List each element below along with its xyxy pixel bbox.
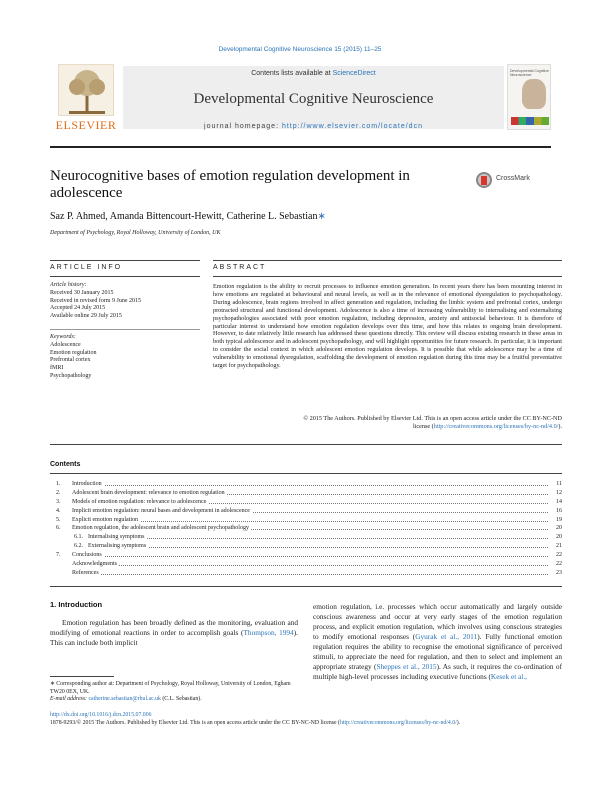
toc-title[interactable]: Introduction [72,481,102,487]
toc-title[interactable]: Externalising symptoms [88,543,147,550]
keywords-rule [50,329,200,330]
affiliation: Department of Psychology, Royal Holloway, University of London, UK [50,230,221,236]
keyword: Adolescence [50,341,81,348]
toc-leader-dots [72,521,548,522]
toc-page: 20 [556,525,562,532]
cover-logos-strip [511,117,549,125]
abstract-rule [213,276,562,277]
email-label: E-mail address: [50,696,89,703]
intro-text: emotion regulation, i.e. processes which occur automatically and largely outside conscious awareness and occur at very early stages of the emotion regulation process, and explicit emotion regulation, which involves using conscious strategies to modify emotional responses ( [313,602,562,641]
toc-number: 7. [56,552,61,559]
email-link[interactable]: catherine.sebastian@rhul.ac.uk [88,696,161,703]
introduction-heading: 1. Introduction [50,600,103,609]
elsevier-logo [50,64,122,130]
toc-title[interactable]: Implicit emotion regulation: neural bases and development in adolescence [72,507,250,514]
keywords [50,334,200,381]
elsevier-tree-icon [58,64,114,116]
toc-leader-dots [88,547,548,548]
toc-entry[interactable] [50,533,562,542]
license-suffix: ). [456,719,461,726]
article-info-rule [50,276,200,277]
article-info-label: ARTICLE INFO [50,264,123,271]
homepage-link[interactable]: http://www.elsevier.com/locate/dcn [281,123,423,130]
abstract-rule-top [213,260,562,261]
toc-page: 11 [556,481,562,487]
toc-page: 19 [556,516,562,523]
journal-homepage-line [123,123,504,130]
toc-title[interactable]: Emotion regulation, the adolescent brain and adolescent psychopathology [72,525,249,532]
history-item: Received in revised form 9 June 2015 [50,297,141,304]
table-of-contents [50,480,562,578]
toc-title[interactable]: Models of emotion regulation: relevance to adolescence [72,498,207,505]
license-line [50,720,562,728]
history-item: Received 30 January 2015 [50,289,114,296]
toc-title[interactable]: Acknowledgments [72,561,117,568]
abstract-bottom-rule [50,444,562,445]
toc-entry[interactable] [50,542,562,551]
journal-citation[interactable]: Developmental Cognitive Neuroscience 15 (2015) 11–25 [218,46,382,53]
toc-page: 21 [556,543,562,550]
toc-title[interactable]: References [72,569,99,576]
license-text: 1878-9293/© 2015 The Authors. Published by Elsevier Ltd. This is an open access article under the CC BY-NC-ND license ( [50,719,340,726]
license-link[interactable]: http://creativecommons.org/licenses/by-nc-nd/4.0/ [339,719,457,726]
toc-leader-dots [72,565,548,566]
email-line [50,696,298,704]
toc-number: 3. [56,498,61,505]
toc-page: 12 [556,489,562,496]
contents-bottom-rule [50,586,562,587]
introduction-right-column [313,602,562,682]
corresponding-author-note: ∗ Corresponding author at: Department of Psychology, Royal Holloway, University of London, Egham TW20 0EX, UK. [50,681,291,695]
email-suffix: (C.L. Sebastian). [160,696,202,703]
toc-page: 23 [556,569,562,576]
toc-number: 5. [56,516,61,523]
keyword: Psychopathology [50,372,92,379]
publisher-wordmark: ELSEVIER [55,118,117,132]
crossmark-badge[interactable] [476,172,556,190]
intro-text: ). This can include both implicit [50,628,298,647]
toc-entry[interactable] [50,569,562,578]
toc-number: 4. [56,507,61,514]
citation-link[interactable]: Sheppes et al., 2015 [376,662,437,671]
article-title: Neurocognitive bases of emotion regulation development in adolescence [50,168,410,201]
doi-block [50,712,562,727]
toc-number: 6. [56,525,61,532]
toc-entry[interactable] [50,524,562,533]
journal-title: Developmental Cognitive Neuroscience [193,91,434,107]
license-suffix: ). [558,422,562,430]
copyright-line: © 2015 The Authors. Published by Elsevier Ltd. This is an open access article under the CC BY-NC-ND [303,415,562,422]
abstract-label: ABSTRACT [213,264,267,271]
license-link[interactable]: http://creativecommons.org/licenses/by-nc-nd/4.0/ [433,422,559,430]
license-prefix: license ( [412,422,434,430]
article-info-rule-top [50,260,200,261]
citation-link[interactable]: Gyurak et al., 2011 [415,632,478,641]
toc-entry[interactable] [50,480,562,489]
footnote [50,681,298,704]
introduction-left-column [50,618,298,648]
toc-page: 22 [556,552,562,559]
keyword: Prefrontal cortex [50,357,91,364]
history-item: Available online 29 July 2015 [50,313,122,320]
history-heading: Article history: [50,282,87,288]
toc-page: 14 [556,498,562,505]
keywords-heading: Keywords: [50,334,76,340]
intro-text: Emotion regulation has been broadly defined as the monitoring, evaluation and modifying of emotional reactions in order to accomplish goals ( [50,618,298,637]
contents-prefix: Contents lists available at [251,70,333,77]
cover-face-graphic [522,79,546,109]
crossmark-label: CrossMark [496,175,530,182]
intro-text: ). Fully functional emotion regulation requires the ability to recognise the emotional significance of perceived stimuli, to appreciate the need for regulation, and then to select and implement an appropriate strategy ( [313,632,562,671]
intro-text: ). As such, it requires the co-ordination of multiple high-level processes including executive functions ( [313,662,562,681]
toc-number: 2. [56,489,61,496]
toc-title[interactable]: Explicit emotion regulation [72,516,138,523]
abstract-copyright [213,415,562,431]
toc-page: 22 [556,561,562,568]
author-list [50,211,326,222]
toc-entry[interactable] [50,498,562,507]
crossmark-icon [476,172,492,188]
authors-text: Saz P. Ahmed, Amanda Bittencourt-Hewitt, Catherine L. Sebastian [50,211,318,222]
keyword: fMRI [50,365,64,372]
abstract-text: Emotion regulation is the ability to recruit processes to influence emotion generation. In recent years there has been mounting interest in how emotions are regulated at behavioural and neural levels, as well as in the relevance of emotional dysregulation to psychopathology. During adolescence, brain regions involved in affect generation and regulation, including the limbic system and prefrontal cortex, undergo protracted structural and functional development. Adolescence is also a time of increasing vulnerability to internalising and externalising psychopathologies associated with poor emotion regulation, including depression, anxiety and antisocial behaviour. It is therefore of particular interest to understand how emotion regulation develops over this time, and how this relates to ongoing brain development. However, to date relatively little research has addressed these questions directly. This review will discuss existing research in these areas in both typical adolescence and in adolescent psychopathology, and will highlight opportunities for future research. In particular, it is important to consider the social context in which adolescent emotion regulation develops. It is possible that while adolescence may be a time of vulnerability to emotional dysregulation, scaffolding the development of emotion regulation during this time may be a fruitful preventative target for psychopathology. [213,283,562,370]
journal-cover-image [507,64,551,130]
cover-title: Developmental Cognitive Neuroscience [510,69,549,77]
copyright-license-line [213,423,562,431]
history-item: Accepted 24 July 2015 [50,305,106,312]
header-rule [50,146,551,148]
toc-page: 16 [556,507,562,514]
toc-leader-dots [72,574,548,575]
corresponding-author-mark[interactable]: ∗ [317,211,326,222]
toc-number: 1. [56,481,61,487]
toc-title[interactable]: Conclusions [72,552,102,559]
toc-title[interactable]: Internalising symptoms [88,534,145,541]
toc-entry[interactable] [50,516,562,525]
toc-page: 20 [556,534,562,541]
toc-entry[interactable] [50,560,562,569]
contents-heading: Contents [50,461,81,468]
citation-link[interactable]: Thompson, 1994 [243,628,294,637]
article-history [50,282,200,321]
contents-rule [50,473,562,474]
footnote-rule [50,676,114,677]
toc-number: 6.1. [74,534,83,541]
toc-leader-dots [88,538,548,539]
contents-available-line [123,70,504,77]
toc-title[interactable]: Adolescent brain development: relevance to emotion regulation [72,489,225,496]
homepage-prefix: journal homepage: [204,123,282,130]
citation-link[interactable]: Kesek et al., [490,672,527,681]
toc-entry[interactable] [50,551,562,560]
toc-entry[interactable] [50,507,562,516]
toc-leader-dots [72,485,548,486]
toc-leader-dots [72,556,548,557]
doi-link[interactable]: http://dx.doi.org/10.1016/j.dcn.2015.07.006 [50,712,152,718]
keyword: Emotion regulation [50,349,97,356]
toc-number: 6.2. [74,543,83,550]
sciencedirect-link[interactable]: ScienceDirect [332,70,376,77]
toc-entry[interactable] [50,489,562,498]
